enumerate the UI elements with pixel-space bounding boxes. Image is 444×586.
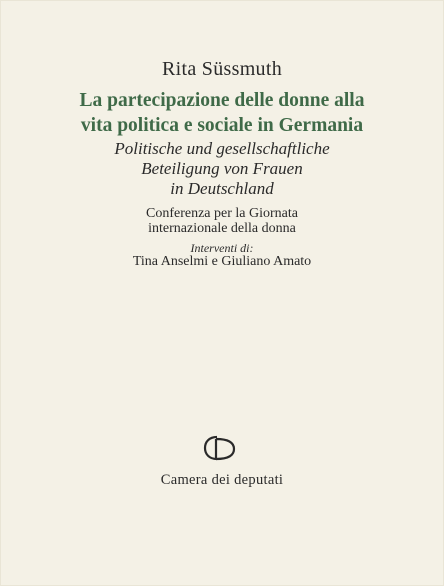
conference-subtitle (0, 206, 444, 236)
title-italian (0, 88, 444, 138)
title-german-line-2: Beteiligung von Frauen (141, 159, 303, 178)
conference-line-2: internazionale della donna (148, 221, 296, 236)
speakers: Tina Anselmi e Giuliano Amato (132, 254, 312, 269)
title-italian-line-1: La partecipazione delle donne alla (79, 90, 365, 111)
title-italian-line-2: vita politica e sociale in Germania (80, 115, 364, 136)
interventions-label: Interventi di: (190, 241, 254, 255)
camera-deputati-cd-monogram-icon (201, 433, 241, 463)
title-german (0, 139, 444, 199)
conference-line-1: Conferenza per la Giornata (146, 206, 298, 221)
author-name: Rita Süssmuth (161, 58, 283, 80)
title-german-line-1: Politische und gesellschaftliche (114, 139, 330, 158)
title-german-line-3: in Deutschland (170, 179, 274, 198)
publisher-name: Camera dei deputati (160, 472, 284, 488)
